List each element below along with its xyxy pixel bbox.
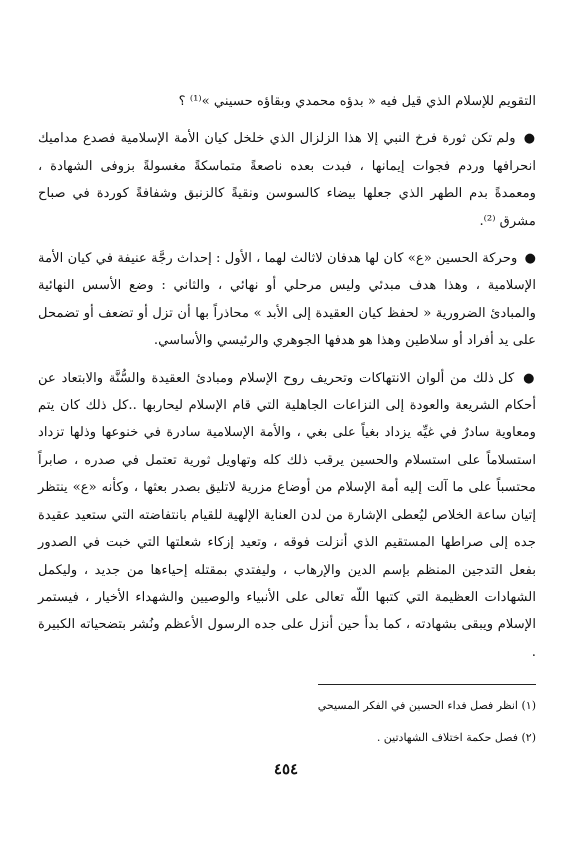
footnote-divider [318,684,536,685]
footnote-2: (٢) فصل حكمة اختلاف الشهادتين . [376,731,536,744]
bullet-icon: ● [524,251,536,267]
paragraph-2-text: وحركة الحسين «ع» كان لها هدفان لاثالث لهما ، الأول : إحداث رجَّة عنيفة في كيان الأمة الإسلامية ، وهذا هدف مبدئي وليس مرحلي أو نهائي ، والثاني : وضع الأسس النهائية والمبادئ الضرورية « لحفظ كيان العقيدة إلى الأبد » محاذراً بها أن تزل أو تضعف أو تضمحل على يد أفراد أو سلاطين وهذا هو هدفها الجوهري والرئيسي والأساسي. [38,251,536,349]
footnote-1: (١) انظر فصل فداء الحسين في الفكر المسيحي [317,699,536,712]
bullet-icon: ● [523,370,536,386]
page-number: ٤٥٤ [273,760,299,778]
paragraph-3-text: كل ذلك من ألوان الانتهاكات وتحريف روح الإسلام ومبادئ العقيدة والسُّنَّة والابتعاد عن أحكام الشريعة والعودة إلى النزاعات الجاهلية التي قام الإسلام ليحاربها ..كل ذلك كان يتم ومعاوية سادرٌ في غيِّه يزداد بغياً على بغي ، والأمة الإسلامية سادرة في خنوعها وذلها تزداد استسلاماً على استسلام والحسين يرقب ذلك كله وتهاويل ثورية تعتمل في صدره ، صابراً محتسباً على ما آلت إليه أمة الإسلام من أوضاع مزرية لاتليق بصدر بعثها ، وكأنه «ع» ينتظر إتيان ساعة الخلاص ليُعطى الإشارة من لدن العناية الإلهية للقيام بانتفاضته التي ستعيد عقيدة جده إلى صراطها المستقيم الذي أنزلت فوقه ، وتعيد إزكاء شعلتها التي خبت في الصدور بفعل التدجين المنظم بإسم الدين والإرهاب ، وليفتدي بمقتله إحياءها من جديد ، وليكمل الشهادات العظيمة التي كتبها اللّه تعالى على الأنبياء والوصيين والشهداء الأخيار ، فيستمر الإسلام ويبقى بشهادته ، كما بدأ حين أنزل على جده الرسول الأعظم ونُشر بتضحياته الكبيرة . [38,370,536,660]
bullet-icon: ● [523,131,536,147]
body-text [38,88,536,676]
intro-line: التقويم للإسلام الذي قيل فيه « بدؤه محمدي وبقاؤه حسيني »⁽¹⁾ ؟ [178,94,536,109]
footnotes [38,690,536,754]
paragraph-1-text: ولم تكن ثورة فرخ النبي إلا هذا الزلزال الذي خلخل كيان الأمة الإسلامية فصدع مداميك انحرافها وردم فجوات إيمانها ، فبدت بعده ناصعةً متماسكةً مغسولةً بزوفى الشهادة ، ومعمدةً بدم الطهر الذي جعلها بيضاء كالسوسن ونقيةً كالزنبق وشفافةً كوردة في صباح مشرق ⁽²⁾. [38,131,536,229]
paragraph-1 [38,125,536,235]
paragraph-2 [38,245,536,355]
paragraph-3 [38,365,536,666]
